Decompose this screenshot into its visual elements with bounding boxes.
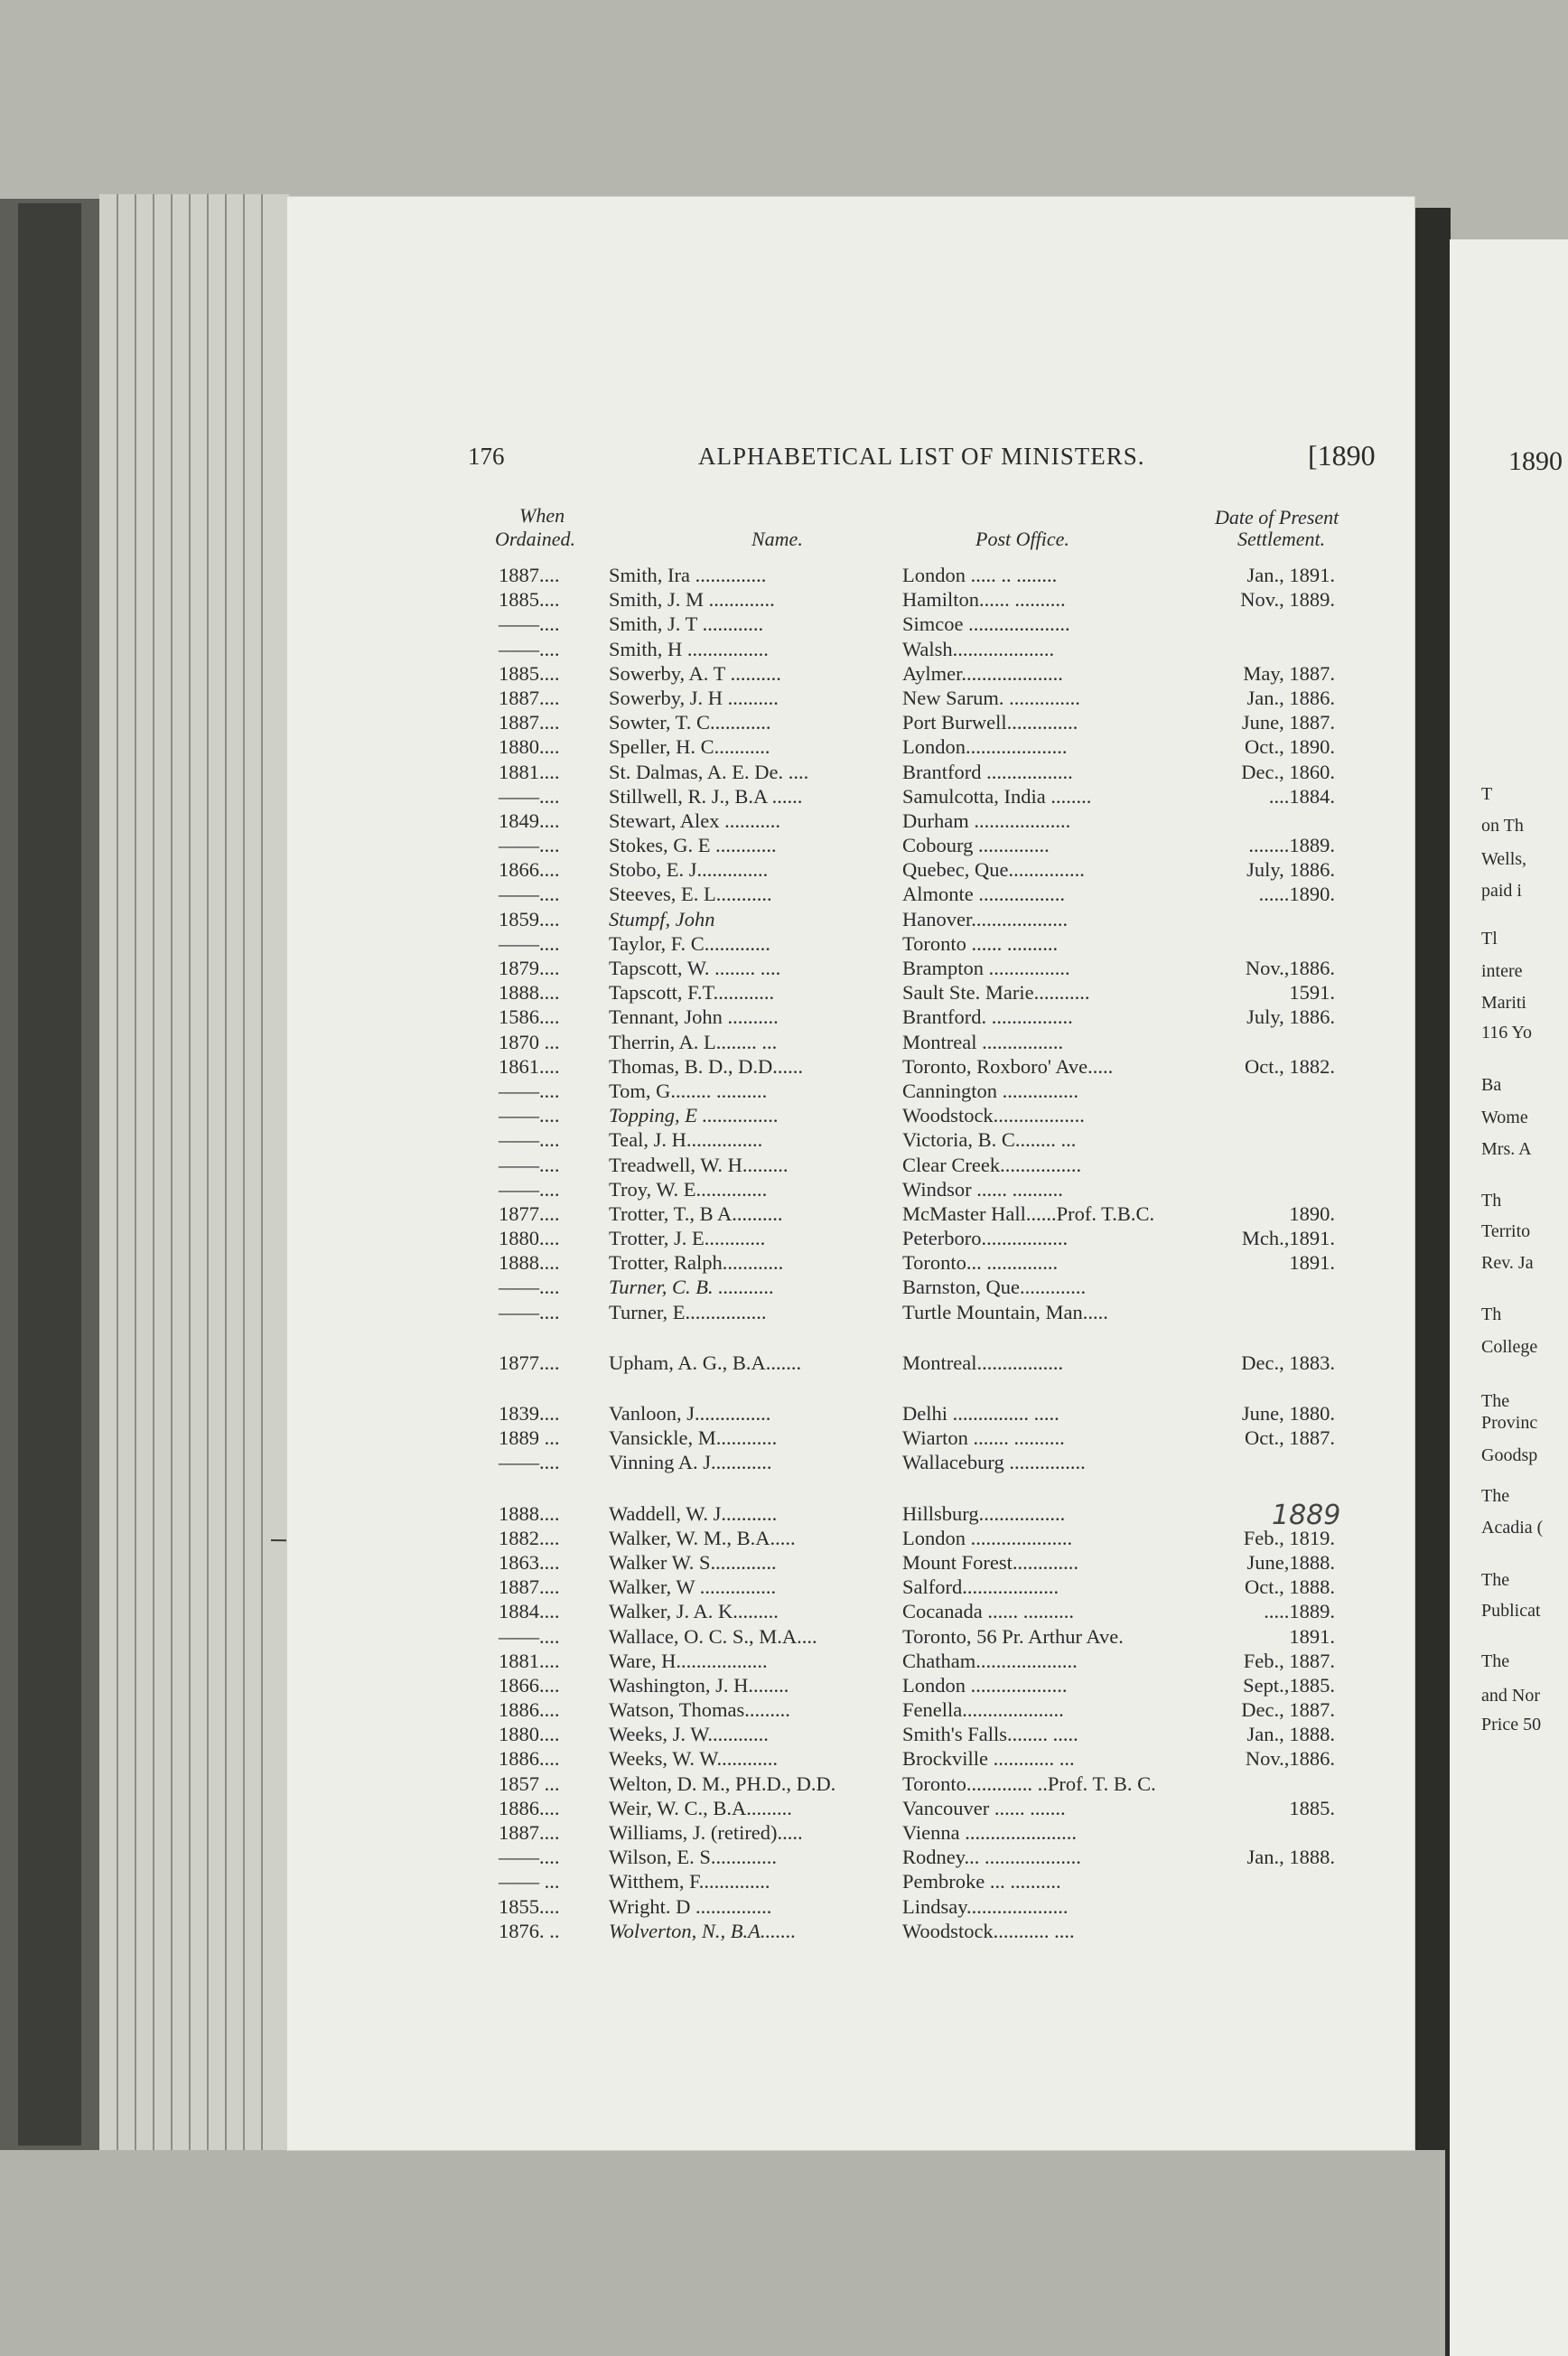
list-item [499, 1005, 1411, 1030]
minister-name: Teal, J. H............... [609, 1128, 763, 1152]
ordination-year: 1889 ... [499, 1426, 560, 1450]
list-item [499, 1920, 1411, 1944]
settlement-date: Jan., 1888. [1246, 1846, 1335, 1869]
list-item [499, 1202, 1411, 1227]
minister-name: Walker, J. A. K......... [609, 1600, 779, 1623]
list-item [499, 711, 1411, 735]
ordination-year: 1866.... [499, 1673, 560, 1697]
facing-page-text: Territo [1481, 1221, 1531, 1241]
ordination-year: 1876. .. [499, 1919, 560, 1942]
list-item [499, 735, 1411, 760]
post-office: London ................... [902, 1673, 1068, 1697]
ordination-year: 1888.... [499, 1501, 560, 1525]
facing-page-text: and Nor [1481, 1686, 1540, 1706]
ordination-year: 1879.... [499, 957, 560, 979]
post-office: Chatham.................... [902, 1649, 1078, 1672]
minister-name: Tom, G........ .......... [609, 1079, 768, 1102]
ordination-year: ——.... [499, 612, 560, 636]
minister-name: Ware, H.................. [609, 1649, 768, 1672]
minister-name: Wallace, O. C. S., M.A.... [609, 1624, 817, 1648]
facing-page-year: 1890 [1508, 446, 1563, 476]
minister-name: Sowter, T. C............ [609, 711, 771, 734]
settlement-date: Jan., 1886. [1246, 686, 1335, 709]
list-item [499, 1080, 1411, 1104]
handwritten-annotation: 1889 [1272, 1500, 1341, 1531]
post-office: Peterboro................. [902, 1227, 1069, 1250]
minister-name: Trotter, T., B A.......... [609, 1201, 783, 1225]
ordination-year: ——.... [499, 784, 560, 808]
settlement-date: 1890. [1289, 1201, 1335, 1225]
post-office: Wallaceburg ............... [902, 1451, 1086, 1474]
minister-name: Stillwell, R. J., B.A ...... [609, 784, 803, 808]
facing-page-text: T [1481, 784, 1493, 804]
list-item [499, 1055, 1411, 1080]
facing-page-text: Wells, [1481, 849, 1527, 869]
minister-name: Therrin, A. L........ ... [609, 1030, 778, 1053]
list-item [499, 564, 1411, 588]
list-item [499, 957, 1411, 981]
header-year: [1890 [1308, 439, 1376, 472]
minister-name: Trotter, Ralph............ [609, 1251, 784, 1275]
facing-page-text: Mrs. A [1481, 1139, 1532, 1159]
ordination-year: 1887.... [499, 711, 560, 734]
post-office: Windsor ...... .......... [902, 1177, 1063, 1201]
post-office: Almonte ................. [902, 883, 1065, 906]
settlement-date: Oct., 1887. [1245, 1426, 1335, 1450]
settlement-date: June, 1880. [1241, 1402, 1335, 1425]
list-item [499, 1625, 1411, 1650]
ordination-year: 1586.... [499, 1005, 560, 1029]
post-office: Hanover................... [902, 907, 1069, 930]
ordination-year: 1855.... [499, 1894, 560, 1918]
settlement-date: Dec., 1887. [1241, 1698, 1335, 1722]
list-item [499, 1104, 1411, 1128]
minister-name: Walker, W. M., B.A..... [609, 1526, 796, 1549]
facing-page-text: Provinc [1481, 1413, 1538, 1433]
settlement-date: Sept.,1885. [1243, 1673, 1335, 1697]
minister-name: Speller, H. C........... [609, 735, 770, 759]
settlement-date: July, 1886. [1246, 858, 1335, 882]
facing-page-text: intere [1481, 961, 1523, 981]
list-item [499, 1797, 1411, 1821]
post-office: Victoria, B. C........ ... [902, 1128, 1077, 1152]
minister-name: Smith, J. M ............. [609, 588, 775, 612]
post-office: Sault Ste. Marie........... [902, 981, 1090, 1005]
minister-name: Stokes, G. E ............ [609, 834, 777, 857]
ordination-year: ——.... [499, 1451, 560, 1474]
list-item [499, 761, 1411, 785]
minister-name: Tapscott, W. ........ .... [609, 957, 781, 979]
ordination-year: 1857 ... [499, 1772, 560, 1795]
minister-name: Thomas, B. D., D.D...... [609, 1054, 803, 1078]
facing-page-text: Rev. Ja [1481, 1253, 1534, 1273]
list-item [499, 981, 1411, 1005]
list-item [499, 1674, 1411, 1698]
post-office: Toronto, 56 Pr. Arthur Ave. [902, 1624, 1124, 1648]
facing-page-text: 116 Yo [1481, 1023, 1532, 1042]
list-item [499, 785, 1411, 809]
facing-page-text: Tl [1481, 929, 1498, 949]
ordination-year: ——.... [499, 1624, 560, 1648]
minister-name: Vanloon, J............... [609, 1402, 771, 1425]
ordination-year: 1885.... [499, 661, 560, 685]
post-office: London .................... [902, 1526, 1073, 1549]
minister-name: Weeks, J. W............ [609, 1723, 769, 1746]
settlement-date: ........1889. [1248, 834, 1335, 857]
settlement-date: Oct., 1882. [1245, 1054, 1335, 1078]
settlement-date: Feb., 1819. [1243, 1526, 1335, 1549]
list-item [499, 1128, 1411, 1153]
ordination-year: 1861.... [499, 1054, 560, 1078]
settlement-date: June, 1887. [1241, 711, 1335, 734]
list-item [499, 858, 1411, 883]
post-office: Cobourg .............. [902, 834, 1050, 857]
list-item [499, 1747, 1411, 1772]
ordination-year: 1881.... [499, 1649, 560, 1672]
post-office: Toronto, Roxboro' Ave..... [902, 1054, 1114, 1078]
facing-page-text: on Th [1481, 816, 1524, 836]
post-office: Mount Forest............. [902, 1550, 1079, 1574]
facing-page-text: Th [1481, 1191, 1502, 1211]
minister-name: Smith, Ira .............. [609, 564, 767, 586]
ordination-year: 1880.... [499, 735, 560, 759]
minister-name: Treadwell, W. H......... [609, 1153, 789, 1176]
facing-page-text: The [1481, 1651, 1510, 1671]
list-item [499, 1698, 1411, 1723]
section-gap [499, 1376, 1411, 1402]
ordination-year: ——.... [499, 1079, 560, 1102]
facing-page-text: Price 50 [1481, 1715, 1542, 1734]
post-office: New Sarum. .............. [902, 686, 1080, 709]
minister-name: Trotter, J. E............ [609, 1227, 766, 1250]
list-item [499, 687, 1411, 711]
minister-name: Weir, W. C., B.A......... [609, 1796, 792, 1819]
minister-name: Topping, E ............... [609, 1104, 779, 1127]
minister-name: Walker W. S............. [609, 1550, 777, 1574]
col-head-name: Name. [751, 528, 803, 550]
post-office: Durham ................... [902, 809, 1071, 832]
post-office: Pembroke ... .......... [902, 1870, 1061, 1893]
ordination-year: 1888.... [499, 981, 560, 1005]
col-head-ordained-line2: Ordained. [495, 528, 576, 550]
settlement-date: Jan., 1891. [1246, 564, 1335, 586]
list-item [499, 932, 1411, 957]
ordination-year: ——.... [499, 1128, 560, 1152]
ordination-year: 1877.... [499, 1351, 560, 1374]
ordination-year: 1886.... [499, 1698, 560, 1722]
minister-name: Walker, W ............... [609, 1575, 777, 1599]
list-item [499, 1551, 1411, 1575]
minister-name: Troy, W. E.............. [609, 1177, 768, 1201]
facing-page-text: Mariti [1481, 993, 1526, 1013]
minister-name: Williams, J. (retired)..... [609, 1821, 803, 1844]
list-item [499, 662, 1411, 687]
list-item [499, 638, 1411, 662]
ordination-year: 1887.... [499, 564, 560, 586]
facing-page-text: Acadia ( [1481, 1518, 1544, 1538]
list-item [499, 1227, 1411, 1251]
ordination-year: 1859.... [499, 907, 560, 930]
settlement-date: ......1890. [1258, 883, 1335, 906]
post-office: Vancouver ...... ....... [902, 1796, 1066, 1819]
post-office: Smith's Falls........ ..... [902, 1723, 1078, 1746]
facing-page [1450, 239, 1568, 2356]
list-item [499, 1575, 1411, 1600]
minister-name: Waddell, W. J........... [609, 1501, 778, 1525]
post-office: Cannington ............... [902, 1079, 1078, 1102]
list-item [499, 1251, 1411, 1276]
post-office: Hillsburg................. [902, 1501, 1066, 1525]
list-item [499, 908, 1411, 932]
list-item [499, 1895, 1411, 1920]
settlement-date: Jan., 1888. [1246, 1723, 1335, 1746]
ordination-year: 1887.... [499, 1575, 560, 1599]
list-item [499, 1351, 1411, 1376]
settlement-date: 1591. [1289, 981, 1335, 1005]
settlement-date: 1891. [1289, 1251, 1335, 1275]
minister-list [499, 564, 1411, 1944]
settlement-date: Nov.,1886. [1245, 1747, 1335, 1771]
ordination-year: 1881.... [499, 760, 560, 783]
list-item [499, 809, 1411, 834]
post-office: London.................... [902, 735, 1068, 759]
minister-name: Smith, H ................ [609, 637, 769, 660]
ordination-year: 1887.... [499, 1821, 560, 1844]
minister-name: Tapscott, F.T............ [609, 981, 775, 1005]
facing-page-text: The [1481, 1391, 1510, 1411]
minister-name: Taylor, F. C............. [609, 931, 770, 955]
minister-name: Watson, Thomas......... [609, 1698, 790, 1722]
list-item [499, 1650, 1411, 1674]
ordination-year: 1863.... [499, 1550, 560, 1574]
ordination-year: ——.... [499, 637, 560, 660]
post-office: Barnston, Que............. [902, 1276, 1087, 1299]
minister-name: Vansickle, M............ [609, 1426, 778, 1450]
facing-page-text: The [1481, 1570, 1510, 1590]
post-office: Montreal ................ [902, 1030, 1064, 1053]
settlement-date: Mch.,1891. [1241, 1227, 1335, 1250]
settlement-date: Nov.,1886. [1245, 957, 1335, 979]
facing-page-text: The [1481, 1486, 1510, 1506]
list-item [499, 1178, 1411, 1202]
post-office: Brantford. ................ [902, 1005, 1073, 1029]
page-number: 176 [468, 443, 505, 470]
post-office: Fenella.................... [902, 1698, 1064, 1722]
minister-name: Tennant, John .......... [609, 1005, 779, 1029]
minister-name: Stumpf, John [609, 907, 715, 930]
ordination-year: 1885.... [499, 588, 560, 612]
minister-name: St. Dalmas, A. E. De. .... [609, 760, 809, 783]
settlement-date: Nov., 1889. [1240, 588, 1335, 612]
ordination-year: 1880.... [499, 1723, 560, 1746]
ordination-year: 1886.... [499, 1796, 560, 1819]
post-office: Toronto ...... .......... [902, 931, 1059, 955]
minister-name: Welton, D. M., PH.D., D.D. [609, 1772, 836, 1795]
ordination-year: ——.... [499, 834, 560, 857]
ordination-year: 1886.... [499, 1747, 560, 1771]
minister-name: Wilson, E. S............. [609, 1846, 777, 1869]
settlement-date: Dec., 1860. [1241, 760, 1335, 783]
ordination-year: ——.... [499, 1153, 560, 1176]
settlement-date: June,1888. [1246, 1550, 1335, 1574]
post-office: Salford................... [902, 1575, 1059, 1599]
settlement-date: July, 1886. [1246, 1005, 1335, 1029]
minister-name: Stewart, Alex ........... [609, 809, 780, 832]
list-item [499, 834, 1411, 858]
post-office: Simcoe .................... [902, 612, 1070, 636]
post-office: Montreal................. [902, 1351, 1064, 1374]
post-office: Samulcotta, India ........ [902, 784, 1092, 808]
post-office: Wiarton ....... .......... [902, 1426, 1065, 1450]
list-item [499, 588, 1411, 612]
minister-name: Turner, C. B. ........... [609, 1276, 775, 1299]
ordination-year: 1877.... [499, 1201, 560, 1225]
ordination-year: ——.... [499, 1846, 560, 1869]
post-office: London ..... .. ........ [902, 564, 1058, 586]
post-office: Lindsay.................... [902, 1894, 1069, 1918]
facing-page-text: Wome [1481, 1108, 1528, 1127]
post-office: Turtle Mountain, Man..... [902, 1300, 1108, 1323]
list-item [499, 1276, 1411, 1300]
settlement-date: Dec., 1883. [1241, 1351, 1335, 1374]
list-item [499, 1821, 1411, 1846]
ordination-year: 1866.... [499, 858, 560, 882]
settlement-date: 1885. [1289, 1796, 1335, 1819]
ordination-year: ——.... [499, 1276, 560, 1299]
facing-page-text: Th [1481, 1304, 1502, 1324]
ordination-year: 1884.... [499, 1600, 560, 1623]
minister-name: Washington, J. H........ [609, 1673, 789, 1697]
post-office: McMaster Hall......Prof. T.B.C. [902, 1201, 1155, 1225]
minister-name: Upham, A. G., B.A....... [609, 1351, 802, 1374]
post-office: Aylmer.................... [902, 661, 1063, 685]
minister-name: Vinning A. J............ [609, 1451, 772, 1474]
settlement-date: ....1884. [1268, 784, 1335, 808]
ordination-year: 1880.... [499, 1227, 560, 1250]
section-gap [499, 1325, 1411, 1351]
list-item [499, 1846, 1411, 1870]
post-office: Brantford ................. [902, 760, 1073, 783]
list-item [499, 1870, 1411, 1894]
ordination-year: 1870 ... [499, 1030, 560, 1053]
list-item [499, 1723, 1411, 1747]
ordination-year: 1839.... [499, 1402, 560, 1425]
ordination-year: ——.... [499, 883, 560, 906]
facing-page-text: Publicat [1481, 1601, 1541, 1621]
section-gap [499, 1476, 1411, 1502]
list-item [499, 1154, 1411, 1178]
col-head-date-line1: Date of Present [1215, 506, 1339, 528]
post-office: Woodstock........... .... [902, 1919, 1075, 1942]
list-item [499, 612, 1411, 637]
ordination-year: 1849.... [499, 809, 560, 832]
settlement-date: .....1889. [1264, 1600, 1335, 1623]
col-head-date-line2: Settlement. [1237, 528, 1326, 550]
post-office: Toronto............. ..Prof. T. B. C. [902, 1772, 1156, 1795]
ordination-year: ——.... [499, 931, 560, 955]
settlement-date: Oct., 1890. [1245, 735, 1335, 759]
post-office: Quebec, Que............... [902, 858, 1085, 882]
list-item [499, 1600, 1411, 1624]
settlement-date: 1891. [1289, 1624, 1335, 1648]
settlement-date: Oct., 1888. [1245, 1575, 1335, 1599]
post-office: Vienna ...................... [902, 1821, 1077, 1844]
ordination-year: ——.... [499, 1177, 560, 1201]
minister-name: Smith, J. T ............ [609, 612, 764, 636]
post-office: Cocanada ...... .......... [902, 1600, 1074, 1623]
page-title: ALPHABETICAL LIST OF MINISTERS. [698, 443, 1145, 470]
minister-name: Steeves, E. L........... [609, 883, 772, 906]
list-item [499, 1426, 1411, 1451]
ordination-year: ——.... [499, 1300, 560, 1323]
minister-name: Witthem, F.............. [609, 1870, 770, 1893]
ordination-year: ——.... [499, 1104, 560, 1127]
list-item [499, 1031, 1411, 1055]
post-office: Toronto... .............. [902, 1251, 1059, 1275]
minister-name: Wright. D ............... [609, 1894, 772, 1918]
list-item [499, 1451, 1411, 1475]
post-office: Clear Creek................ [902, 1153, 1082, 1176]
minister-name: Wolverton, N., B.A....... [609, 1919, 797, 1942]
post-office: Hamilton...... .......... [902, 588, 1066, 612]
col-head-ordained-line1: When [519, 504, 565, 527]
list-item [499, 883, 1411, 907]
facing-page-text: Ba [1481, 1075, 1502, 1095]
settlement-date: May, 1887. [1243, 661, 1335, 685]
ordination-year: 1882.... [499, 1526, 560, 1549]
ordination-year: —— ... [499, 1870, 560, 1893]
post-office: Brockville ............ ... [902, 1747, 1075, 1771]
list-item [499, 1402, 1411, 1426]
minister-name: Weeks, W. W............ [609, 1747, 778, 1771]
minister-name: Sowerby, A. T .......... [609, 661, 781, 685]
post-office: Rodney... ................... [902, 1846, 1081, 1869]
col-head-post-office: Post Office. [975, 528, 1069, 550]
post-office: Brampton ................ [902, 957, 1070, 979]
list-item [499, 1772, 1411, 1797]
post-office: Woodstock.................. [902, 1104, 1085, 1127]
ordination-year: 1887.... [499, 686, 560, 709]
minister-name: Sowerby, J. H .......... [609, 686, 779, 709]
facing-page-text: Goodsp [1481, 1445, 1538, 1465]
post-office: Walsh.................... [902, 637, 1055, 660]
facing-page-text: paid i [1481, 881, 1522, 901]
facing-page-text: College [1481, 1337, 1538, 1357]
list-item [499, 1301, 1411, 1325]
post-office: Port Burwell.............. [902, 711, 1078, 734]
settlement-date: Feb., 1887. [1243, 1649, 1335, 1672]
minister-name: Turner, E................ [609, 1300, 767, 1323]
post-office: Delhi ............... ..... [902, 1402, 1059, 1425]
minister-name: Stobo, E. J.............. [609, 858, 769, 882]
ordination-year: 1888.... [499, 1251, 560, 1275]
